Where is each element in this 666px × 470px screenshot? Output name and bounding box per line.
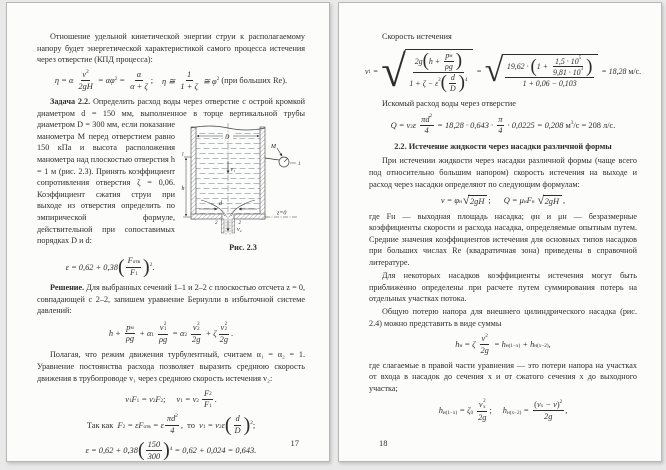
paragraph-nozzles-intro: При истечении жидкости через насадки различной формы (чаще всего под относительно большим напором) скорость истечения на выходе и расход через насадки определяют по следующим формулам: (369, 156, 637, 189)
formula-head-loss-sum: h н = ζ v 2 2g = h н(1−x) + h н(x−2) , (455, 332, 551, 355)
label-section2-right: 2 (238, 221, 241, 227)
solution-label: Решение. (50, 283, 85, 293)
label-datum-z0: z=0 (277, 210, 287, 217)
paragraph-total-loss: Общую потерю напора для внешнего цилиндрического насадка (рис. 2.4) можно представить в виде суммы (369, 307, 637, 328)
label-v2: v₂ (237, 227, 242, 234)
task-text-2: трубы диаметром D = 300 мм, если показание манометра M перед отверстием равно 150 кПа и высота расположения манометра над плоскостью отверстия h = 1 м (рис. 2.3). Принять коэффициент сопротивления отверстия ζ = 0,06. Коэффициент сжатия струи при выходе из отверстия определить по эмпирической формуле, действительной при сопоставимых порядках D и d: (37, 108, 305, 246)
line-exit-speed: Скорость истечения (382, 32, 452, 41)
formula-epsilon-empirical: ε = 0,62 + 0,38 ( F отв F 1 ) 2 . (65, 255, 155, 278)
solution-text: Для выбранных сечений 1–1 и 2–2 с плоскостью отсчета z = 0, совпадающей с 2–2, запишем уравнение Бернулли в избыточной системе давлений: (37, 283, 305, 316)
formula-bernoulli: h + p м ρg + α 1 v 2 1 ρg = α 2 v 2 2 2g + ζ v 2 2 2g . (108, 321, 234, 345)
paragraph-solution (37, 282, 305, 317)
label-manometer-M: M (271, 144, 276, 151)
formula-exit-velocity: v 1 = √ 2g ( h + p м ρg ) 1 + ζ − ε 2 ( $\frac{d}{D}$ ) 4 = √ 19,62 · ( 1 + 1,5 · 10 5 9,81 · 10 3 ) 1 + 0,06 − 0,103 = 18,28 м/с. (364, 45, 642, 96)
formula-head-loss-parts: h н(1−x) = ζ 0 v 2 x 2g ; h н(x−2) = ( v x − v ) 2 2g , (438, 398, 568, 422)
paragraph-task (37, 96, 305, 252)
label-section1-left: 1 (181, 152, 184, 158)
paragraph-coefficients: где Fн — выходная площадь насадка; φн и μн — безразмерные коэффициенты скорости и расхода насадка, определяемые опытным путем. Средние значения коэффициентов истечения для основных типов насадков при больших числах Re (квадратичная зона) приведены в справочной литературе. (369, 211, 637, 267)
section-heading-2-2: 2.2. Истечение жидкости через насадки различной формы (394, 141, 612, 151)
paragraph-approx: Для некоторых насадков коэффициенты истечения могут быть приближенно определены при расчете путем суммирования потерь на отдельных участках потока. (369, 271, 637, 304)
label-diameter-D: D (225, 134, 230, 141)
figure-2-3 (181, 121, 305, 253)
page-number-18: 18 (379, 438, 388, 448)
task-label: Задача 2.2. (50, 97, 91, 107)
formula-flow-rate: Q = v 2 ε πd 2 4 = 18,28 · 0,643 · $\frac{\pi}{4}$ · 0,0225 = 0,208 м 3 /с = 208 л/с. (390, 113, 616, 136)
label-orifice-d: d (219, 201, 222, 208)
label-v1: v₁ (230, 167, 236, 174)
formula-efficiency: η = α v 2 2gH = αφ 2 = $\frac{\alpha}{\alpha + \zeta}$ ; η ≅ $\frac{1}{1 + \zeta}$ ≅ φ 2 (при больших Re). (54, 68, 288, 91)
formula-epsilon-value: ε = 0,62 + 0,38 ( $\frac{150}{300}$ ) 4 = 0,62 + 0,024 = 0,643. (85, 439, 257, 462)
formula-nozzle-vq: v = φ н √ 2gH ; Q = μ н F н √ 2gH , (440, 193, 566, 208)
label-height-h: h (181, 186, 185, 193)
figure-caption: Рис. 2.3 (229, 242, 257, 252)
page-18 (338, 2, 662, 462)
paragraph-loss-terms: где слагаемые в правой части уравнения — это потери напора на участках от входа в насадок до сечения x и от сжатого сечения x до выходного участка; (369, 360, 637, 394)
formula-continuity: v 1 F 1 = v 2 F 2 ; v 1 = v 2 F 2 F 1 . (125, 388, 217, 410)
task-text-1: Определить расход воды через отверстие с острой кромкой диаметром d = 150 мм, выполненное в торце вертикальной (37, 97, 305, 118)
formula-so-that: Так как F 2 = εF отв = ε πd 2 4 , то v 1 = v 2 ε ( $\frac{d}{D}$ ) 2 ; (86, 413, 256, 436)
paragraph-continuity: Полагая, что режим движения турбулентный, считаем α₁ = α₂ = 1. Уравнение постоянства расхода позволяет выразить среднюю скорость движения в трубопроводе v₁ через среднюю скорость истечения v₂: (37, 350, 305, 383)
label-section2-left: 2 (215, 221, 218, 227)
page-number-17: 17 (290, 438, 299, 448)
tank-orifice-diagram (181, 121, 305, 237)
page-17 (6, 2, 330, 462)
label-section1-right: 1 (298, 162, 301, 168)
paragraph-kpd: Отношение удельной кинетической энергии струи к располагаемому напору будет энергетической характеристикой самого процесса истечения через отверстие (КПД процесса): (37, 32, 305, 65)
line-sought-flow: Искомый расход воды через отверстие (382, 99, 516, 109)
